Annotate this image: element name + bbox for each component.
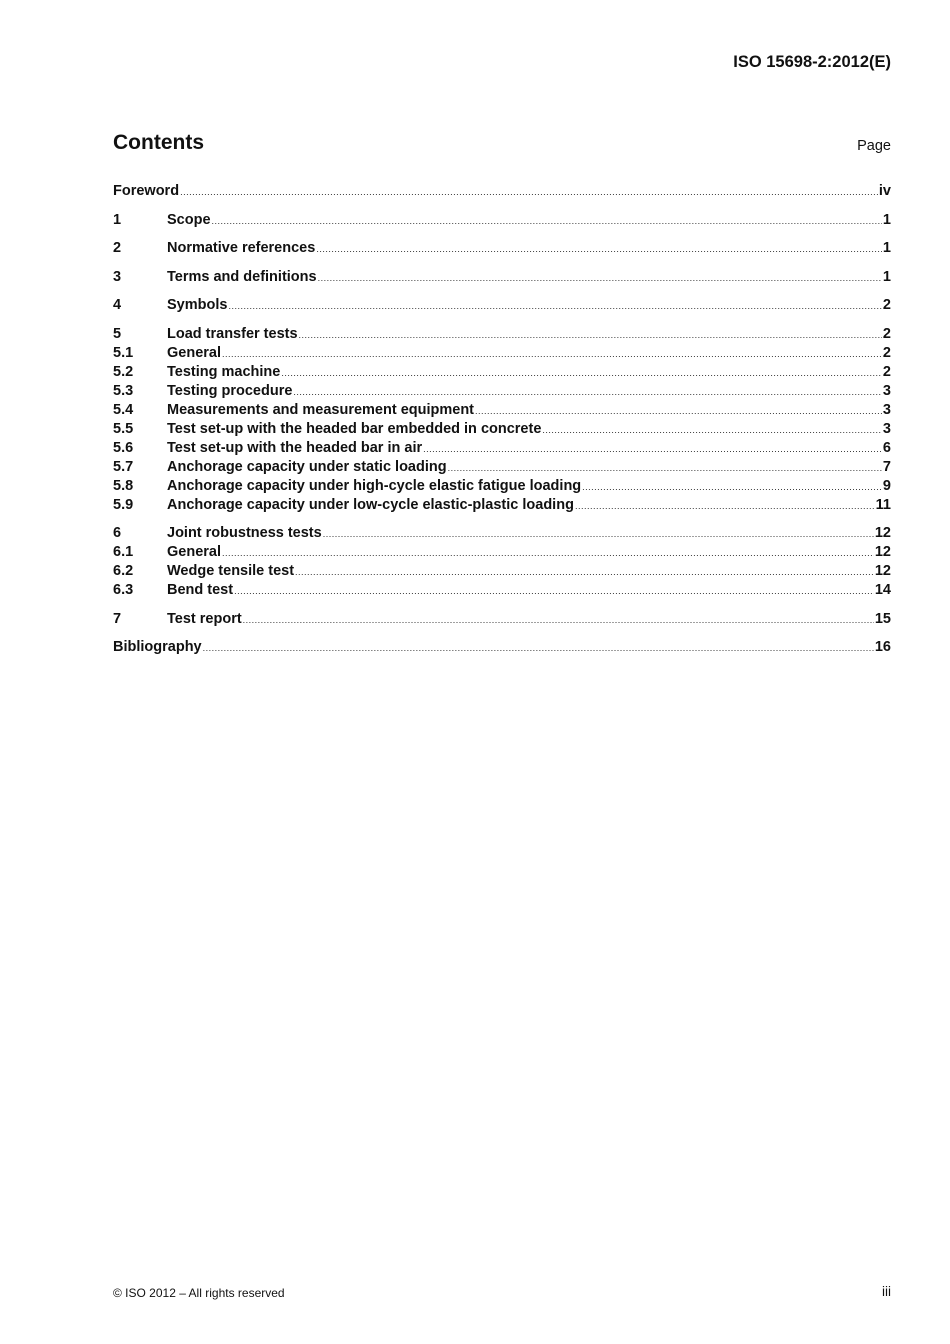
toc-entry-page: 2 bbox=[882, 363, 891, 380]
toc-leader-dots bbox=[222, 349, 882, 359]
toc-entry-title: Anchorage capacity under high-cycle elastic fatigue loading bbox=[167, 477, 582, 494]
toc-entry-title: Anchorage capacity under static loading bbox=[167, 458, 447, 475]
toc-leader-dots bbox=[293, 387, 882, 397]
toc-leader-dots bbox=[228, 301, 881, 311]
toc-entry-title: Test set-up with the headed bar in air bbox=[167, 439, 423, 456]
toc-entry-title: Joint robustness tests bbox=[167, 525, 322, 541]
toc-entry-title: Testing machine bbox=[167, 363, 281, 380]
toc-leader-dots bbox=[243, 615, 874, 625]
toc-entry-title: Load transfer tests bbox=[167, 325, 298, 342]
toc-entry-title: Bend test bbox=[167, 582, 234, 598]
toc-entry-page: 3 bbox=[882, 401, 891, 418]
toc-entry-page: 9 bbox=[882, 477, 891, 494]
footer-copyright: © ISO 2012 – All rights reserved bbox=[113, 1286, 285, 1300]
toc-entry-page: 3 bbox=[882, 382, 891, 399]
toc-entry-page: 1 bbox=[882, 240, 891, 256]
toc-entry-5-6[interactable] bbox=[113, 440, 891, 459]
toc-entry-number: 6.2 bbox=[113, 563, 134, 579]
toc-entry-title: Normative references bbox=[167, 240, 316, 256]
toc-entry-title: Bibliography bbox=[113, 639, 202, 655]
toc-entry-title: Anchorage capacity under low-cycle elastic-plastic loading bbox=[167, 496, 574, 513]
toc-entry-6[interactable] bbox=[113, 525, 891, 544]
toc-entry-number: 6.1 bbox=[113, 544, 134, 560]
page-column-label: Page bbox=[857, 138, 891, 154]
toc-leader-dots bbox=[582, 482, 882, 492]
toc-leader-dots bbox=[299, 330, 882, 340]
toc-leader-dots bbox=[222, 548, 874, 558]
toc-entry-4[interactable] bbox=[113, 297, 891, 316]
toc-entry-number: 5 bbox=[113, 325, 122, 342]
toc-entry-number: 6 bbox=[113, 525, 122, 541]
toc-leader-dots bbox=[542, 425, 882, 435]
toc-entry-5-9[interactable] bbox=[113, 497, 891, 516]
toc-entry-title: General bbox=[167, 344, 221, 361]
toc-entry-page: 1 bbox=[882, 268, 891, 285]
toc-entry-number: 5.3 bbox=[113, 382, 134, 399]
toc-entry-page: 2 bbox=[882, 344, 891, 361]
toc-entry-2[interactable] bbox=[113, 240, 891, 259]
toc-entry-number: 5.5 bbox=[113, 420, 134, 437]
toc-leader-dots bbox=[281, 368, 882, 378]
toc-entry-1[interactable] bbox=[113, 212, 891, 231]
toc-leader-dots bbox=[316, 244, 882, 254]
toc-entry-title: Test report bbox=[167, 610, 242, 627]
toc-leader-dots bbox=[575, 501, 875, 511]
toc-entry-6-3[interactable] bbox=[113, 582, 891, 601]
toc-entry-title: Foreword bbox=[113, 183, 180, 199]
toc-entry-page: 15 bbox=[874, 610, 891, 627]
toc-entry-page: 12 bbox=[874, 525, 891, 541]
toc-entry-5[interactable] bbox=[113, 326, 891, 345]
toc-entry-number: 5.6 bbox=[113, 439, 134, 456]
contents-title: Contents bbox=[113, 131, 204, 154]
toc-entry-bibliography[interactable] bbox=[113, 639, 891, 658]
toc-entry-6-2[interactable] bbox=[113, 563, 891, 582]
toc-entry-5-5[interactable] bbox=[113, 421, 891, 440]
toc-leader-dots bbox=[448, 463, 882, 473]
toc-entry-title: Wedge tensile test bbox=[167, 563, 295, 579]
toc-entry-page: 7 bbox=[882, 458, 891, 475]
toc-entry-number: 5.1 bbox=[113, 344, 134, 361]
toc-leader-dots bbox=[234, 586, 874, 596]
toc-leader-dots bbox=[212, 216, 882, 226]
toc-entry-number: 5.9 bbox=[113, 496, 134, 513]
toc-leader-dots bbox=[475, 406, 882, 416]
toc-entry-page: 14 bbox=[874, 582, 891, 598]
toc-entry-6-1[interactable] bbox=[113, 544, 891, 563]
toc-entry-5-8[interactable] bbox=[113, 478, 891, 497]
toc-entry-3[interactable] bbox=[113, 269, 891, 288]
toc-entry-page: 6 bbox=[882, 439, 891, 456]
toc-leader-dots bbox=[203, 643, 874, 653]
toc-entry-page: 2 bbox=[882, 325, 891, 342]
toc-leader-dots bbox=[295, 567, 874, 577]
toc-entry-number: 7 bbox=[113, 610, 122, 627]
toc-entry-page: 3 bbox=[882, 420, 891, 437]
toc-entry-number: 2 bbox=[113, 240, 122, 256]
table-of-contents bbox=[113, 183, 891, 658]
toc-entry-5-7[interactable] bbox=[113, 459, 891, 478]
toc-entry-title: Scope bbox=[167, 211, 211, 228]
toc-entry-number: 5.8 bbox=[113, 477, 134, 494]
toc-entry-5-3[interactable] bbox=[113, 383, 891, 402]
toc-entry-page: iv bbox=[878, 183, 891, 199]
toc-entry-number: 4 bbox=[113, 297, 122, 313]
toc-entry-page: 12 bbox=[874, 544, 891, 560]
toc-entry-title: Test set-up with the headed bar embedded in concrete bbox=[167, 420, 542, 437]
toc-entry-5-4[interactable] bbox=[113, 402, 891, 421]
toc-entry-page: 1 bbox=[882, 211, 891, 228]
toc-leader-dots bbox=[318, 273, 882, 283]
toc-leader-dots bbox=[323, 529, 874, 539]
toc-entry-page: 12 bbox=[874, 563, 891, 579]
toc-leader-dots bbox=[423, 444, 882, 454]
toc-entry-page: 2 bbox=[882, 297, 891, 313]
toc-entry-5-1[interactable] bbox=[113, 345, 891, 364]
toc-leader-dots bbox=[180, 187, 878, 197]
toc-entry-foreword[interactable] bbox=[113, 183, 891, 202]
toc-entry-page: 16 bbox=[874, 639, 891, 655]
toc-entry-5-2[interactable] bbox=[113, 364, 891, 383]
toc-entry-title: Testing procedure bbox=[167, 382, 293, 399]
toc-entry-number: 5.7 bbox=[113, 458, 134, 475]
toc-entry-title: General bbox=[167, 544, 221, 560]
toc-entry-number: 5.2 bbox=[113, 363, 134, 380]
toc-entry-number: 3 bbox=[113, 268, 122, 285]
footer-page-number: iii bbox=[882, 1284, 891, 1299]
toc-entry-number: 6.3 bbox=[113, 582, 134, 598]
toc-entry-number: 5.4 bbox=[113, 401, 134, 418]
toc-entry-number: 1 bbox=[113, 211, 122, 228]
toc-entry-title: Symbols bbox=[167, 297, 228, 313]
toc-entry-page: 11 bbox=[875, 496, 891, 513]
toc-entry-title: Measurements and measurement equipment bbox=[167, 401, 475, 418]
document-id: ISO 15698-2:2012(E) bbox=[733, 53, 891, 71]
toc-entry-7[interactable] bbox=[113, 611, 891, 630]
toc-entry-title: Terms and definitions bbox=[167, 268, 317, 285]
